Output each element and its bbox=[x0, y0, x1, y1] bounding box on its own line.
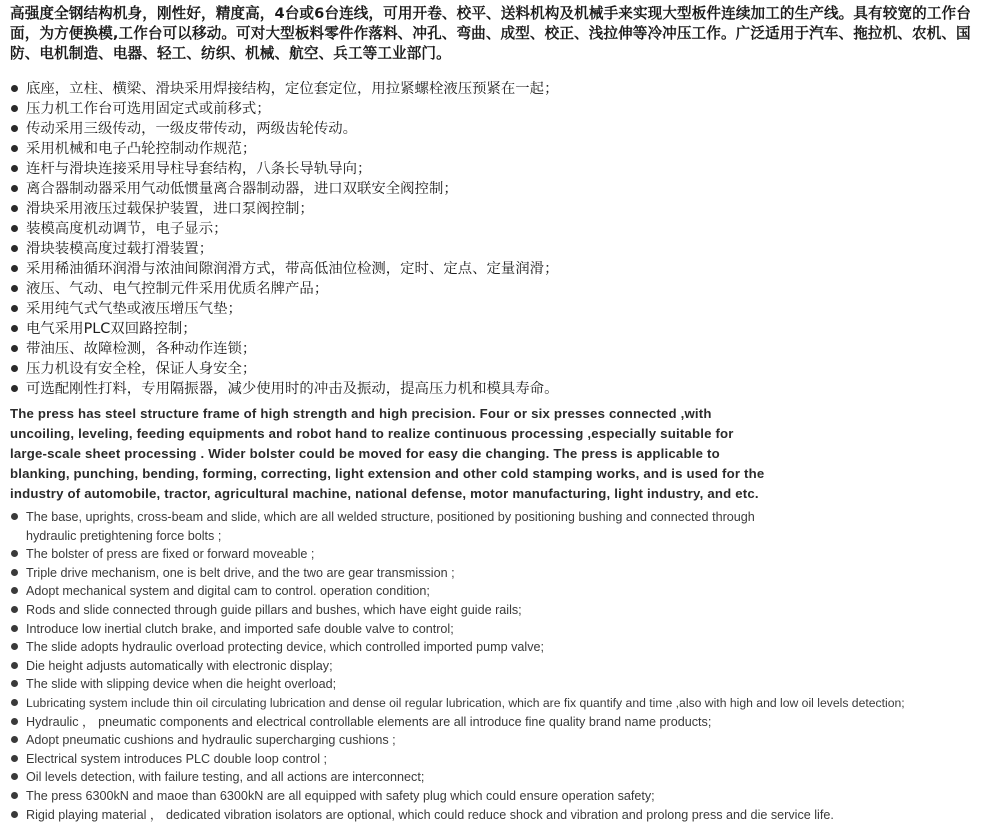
bullet-icon bbox=[11, 105, 18, 112]
bullet-icon bbox=[11, 643, 18, 650]
list-item-text: The slide adopts hydraulic overload protecting device, which controlled imported pump valve; bbox=[26, 640, 545, 655]
list-item bbox=[10, 259, 995, 279]
list-item bbox=[10, 694, 995, 713]
list-item-text: The bolster of press are fixed or forward moveable ; bbox=[26, 547, 315, 562]
bullet-icon bbox=[11, 285, 18, 292]
list-item-text: Triple drive mechanism, one is belt drive, and the two are gear transmission ; bbox=[26, 565, 455, 580]
list-item-text: 压力机工作台可选用固定式或前移式； bbox=[26, 101, 271, 117]
bullet-icon bbox=[11, 365, 18, 372]
bullet-icon bbox=[11, 792, 18, 799]
list-item-text: Adopt pneumatic cushions and hydraulic supercharging cushions ; bbox=[26, 733, 396, 748]
list-item bbox=[10, 750, 995, 769]
bullet-icon bbox=[11, 513, 18, 520]
list-item bbox=[10, 601, 995, 620]
list-item-text: Adopt mechanical system and digital cam to control. operation condition; bbox=[26, 584, 430, 599]
english-intro-paragraph: The press has steel structure frame of high strength and high precision. Four or six presses connected ,with uncoiling, leveling, feeding equipments and robot hand to realize continuous processing ,especially suitable for large-scale sheet processing . Wider bolster could be moved for easy die changing. The press is applicable to blanking, punching, bending, forming, correcting, light extension and other cold stamping works, and is used for the industry of automobile, tractor, agricultural machine, national defense, motor manufacturing, light industry, and etc. bbox=[10, 406, 765, 501]
bullet-icon bbox=[11, 145, 18, 152]
list-item-text: Rods and slide connected through guide pillars and bushes, which have eight guide rails; bbox=[26, 602, 522, 617]
chinese-feature-list bbox=[10, 79, 995, 399]
list-item bbox=[10, 620, 995, 639]
bullet-icon bbox=[11, 550, 18, 557]
bullet-icon bbox=[11, 587, 18, 594]
list-item-text: Lubricating system include thin oil circulating lubrication and dense oil regular lubrication, which are fix quantify and time ,also with high and low oil levels detection; bbox=[26, 695, 905, 710]
list-item-text: 采用稀油循环润滑与浓油间隙润滑方式，带高低油位检测，定时、定点、定量润滑； bbox=[26, 261, 559, 277]
bullet-icon bbox=[11, 305, 18, 312]
list-item-text: The slide with slipping device when die height overload; bbox=[26, 677, 337, 692]
list-item bbox=[10, 239, 995, 259]
bullet-icon bbox=[11, 85, 18, 92]
list-item bbox=[10, 508, 761, 545]
list-item bbox=[10, 119, 995, 139]
bullet-icon bbox=[11, 699, 18, 706]
list-item bbox=[10, 199, 995, 219]
list-item-text: 传动采用三级传动，一级皮带传动，两级齿轮传动。 bbox=[26, 121, 357, 137]
list-item bbox=[10, 99, 995, 119]
bullet-icon bbox=[11, 680, 18, 687]
bullet-icon bbox=[11, 245, 18, 252]
bullet-icon bbox=[11, 165, 18, 172]
list-item-text: 采用纯气式气垫或液压增压气垫； bbox=[26, 301, 242, 317]
list-item bbox=[10, 159, 995, 179]
list-item-text: 液压、气动、电气控制元件采用优质名牌产品； bbox=[26, 281, 329, 297]
list-item-text: The base, uprights, cross-beam and slide, which are all welded structure, positioned by positioning bushing and connected through hydraulic pretightening force bolts ; bbox=[26, 510, 755, 543]
list-item bbox=[10, 731, 995, 750]
list-item bbox=[10, 339, 995, 359]
bullet-icon bbox=[11, 606, 18, 613]
list-item-text: 压力机设有安全栓，保证人身安全； bbox=[26, 361, 257, 377]
list-item bbox=[10, 179, 995, 199]
list-item bbox=[10, 139, 995, 159]
list-item bbox=[10, 379, 995, 399]
list-item bbox=[10, 545, 995, 564]
bullet-icon bbox=[11, 345, 18, 352]
bullet-icon bbox=[11, 205, 18, 212]
bullet-icon bbox=[11, 125, 18, 132]
list-item-text: 带油压、故障检测，各种动作连锁； bbox=[26, 341, 257, 357]
list-item bbox=[10, 564, 995, 583]
list-item-text: 底座，立柱、横梁、滑块采用焊接结构，定位套定位，用拉紧螺栓液压预紧在一起； bbox=[26, 81, 559, 97]
list-item bbox=[10, 713, 995, 732]
list-item-text: 采用机械和电子凸轮控制动作规范； bbox=[26, 141, 257, 157]
list-item bbox=[10, 768, 995, 787]
bullet-icon bbox=[11, 811, 18, 818]
list-item-text: 滑块采用液压过载保护装置，进口泵阀控制； bbox=[26, 201, 314, 217]
list-item-text: The press 6300kN and maoe than 6300kN are all equipped with safety plug which could ensure operation safety; bbox=[26, 788, 655, 803]
list-item bbox=[10, 787, 995, 806]
list-item-text: 电气采用PLC双回路控制； bbox=[26, 321, 197, 337]
list-item-text: Oil levels detection, with failure testing, and all actions are interconnect; bbox=[26, 770, 425, 785]
bullet-icon bbox=[11, 755, 18, 762]
bullet-icon bbox=[11, 225, 18, 232]
bullet-icon bbox=[11, 662, 18, 669]
list-item-text: 滑块装模高度过载打滑装置； bbox=[26, 241, 214, 257]
list-item-text: Electrical system introduces PLC double loop control ; bbox=[26, 751, 327, 766]
bullet-icon bbox=[11, 325, 18, 332]
bullet-icon bbox=[11, 265, 18, 272]
bullet-icon bbox=[11, 773, 18, 780]
list-item bbox=[10, 675, 995, 694]
list-item-text: Rigid playing material ， dedicated vibration isolators are optional, which could reduce shock and vibration and prolong press and die service life. bbox=[26, 807, 834, 822]
bullet-icon bbox=[11, 185, 18, 192]
bullet-icon bbox=[11, 569, 18, 576]
list-item bbox=[10, 359, 995, 379]
list-item bbox=[10, 299, 995, 319]
list-item-text: Hydraulic ， pneumatic components and electrical controllable elements are all introduce fine quality brand name products; bbox=[26, 714, 712, 729]
list-item bbox=[10, 638, 995, 657]
list-item bbox=[10, 219, 995, 239]
bullet-icon bbox=[11, 625, 18, 632]
list-item-text: 可选配刚性打料，专用隔振器，减少使用时的冲击及振动，提高压力机和模具寿命。 bbox=[26, 381, 559, 397]
list-item-text: Die height adjusts automatically with electronic display; bbox=[26, 658, 333, 673]
list-item bbox=[10, 582, 995, 601]
list-item bbox=[10, 79, 995, 99]
bullet-icon bbox=[11, 736, 18, 743]
chinese-intro-paragraph: 高强度全钢结构机身，刚性好，精度高，4台或6台连线，可用开卷、校平、送料机构及机械手来实现大型板件连续加工的生产线。具有较宽的工作台面，为方便换模,工作台可以移动。可对大型板料零件作落料、冲孔、弯曲、成型、校正、浅拉伸等冷冲压工作。广泛适用于汽车、拖拉机、农机、国防、电机制造、电器、轻工、纺织、机械、航空、兵工等工业部门。 bbox=[10, 5, 971, 62]
list-item bbox=[10, 657, 995, 676]
list-item-text: 连杆与滑块连接采用导柱导套结构，八条长导轨导向； bbox=[26, 161, 372, 177]
list-item-text: Introduce low inertial clutch brake, and imported safe double valve to control; bbox=[26, 621, 454, 636]
list-item-text: 离合器制动器采用气动低惯量离合器制动器，进口双联安全阀控制； bbox=[26, 181, 458, 197]
list-item-text: 装模高度机动调节，电子显示； bbox=[26, 221, 228, 237]
list-item bbox=[10, 806, 995, 825]
list-item bbox=[10, 319, 995, 339]
list-item bbox=[10, 279, 995, 299]
english-feature-list bbox=[10, 508, 995, 824]
bullet-icon bbox=[11, 385, 18, 392]
bullet-icon bbox=[11, 718, 18, 725]
